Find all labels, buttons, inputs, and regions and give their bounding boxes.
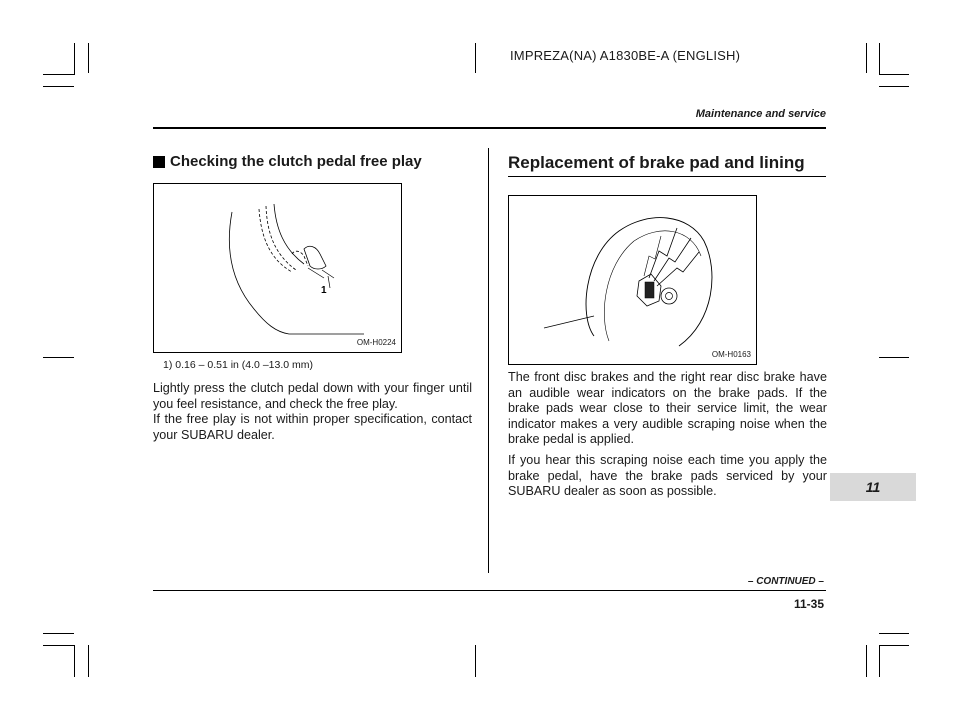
brake-heading-underline — [508, 176, 826, 177]
clutch-pedal-illustration — [154, 184, 401, 352]
clutch-heading — [153, 153, 422, 170]
brake-pad-figure — [508, 195, 757, 365]
figure-code: OM-H0224 — [356, 338, 396, 347]
clutch-instructions — [153, 381, 472, 443]
brake-paragraph-2: If you hear this scraping noise each time you apply the brake pedal, have the brake pads serviced by your SUBARU dealer as soon as possible. — [508, 453, 827, 498]
column-divider — [488, 148, 489, 573]
document-code: IMPREZA(NA) A1830BE-A (ENGLISH) — [510, 48, 741, 63]
callout-1: 1 — [321, 285, 327, 296]
clutch-pedal-figure — [153, 183, 402, 353]
section-title: Maintenance and service — [695, 108, 826, 120]
square-bullet-icon — [153, 156, 165, 168]
clutch-paragraph-1: Lightly press the clutch pedal down with your finger until you feel resistance, and check the free play. — [153, 381, 472, 411]
brake-wheel-illustration — [509, 196, 756, 364]
brake-heading: Replacement of brake pad and lining — [508, 153, 805, 172]
header-rule — [153, 127, 826, 129]
clutch-heading-text: Checking the clutch pedal free play — [170, 153, 422, 170]
page-number: 11-35 — [793, 597, 824, 611]
continued-label: – CONTINUED – — [747, 576, 824, 587]
figure-caption: 1) 0.16 – 0.51 in (4.0 –13.0 mm) — [163, 359, 313, 371]
footer-rule — [153, 590, 826, 591]
chapter-tab: 11 — [830, 473, 916, 501]
brake-paragraph-1: The front disc brakes and the right rear disc brake have an audible wear indicators on the brake pads. If the brake pads wear close to their service limit, the wear indicator makes a very audible scraping noise when the brake pedal is applied. — [508, 370, 827, 446]
figure-code: OM-H0163 — [711, 350, 751, 359]
clutch-paragraph-2: If the free play is not within proper specification, contact your SUBARU dealer. — [153, 412, 472, 442]
